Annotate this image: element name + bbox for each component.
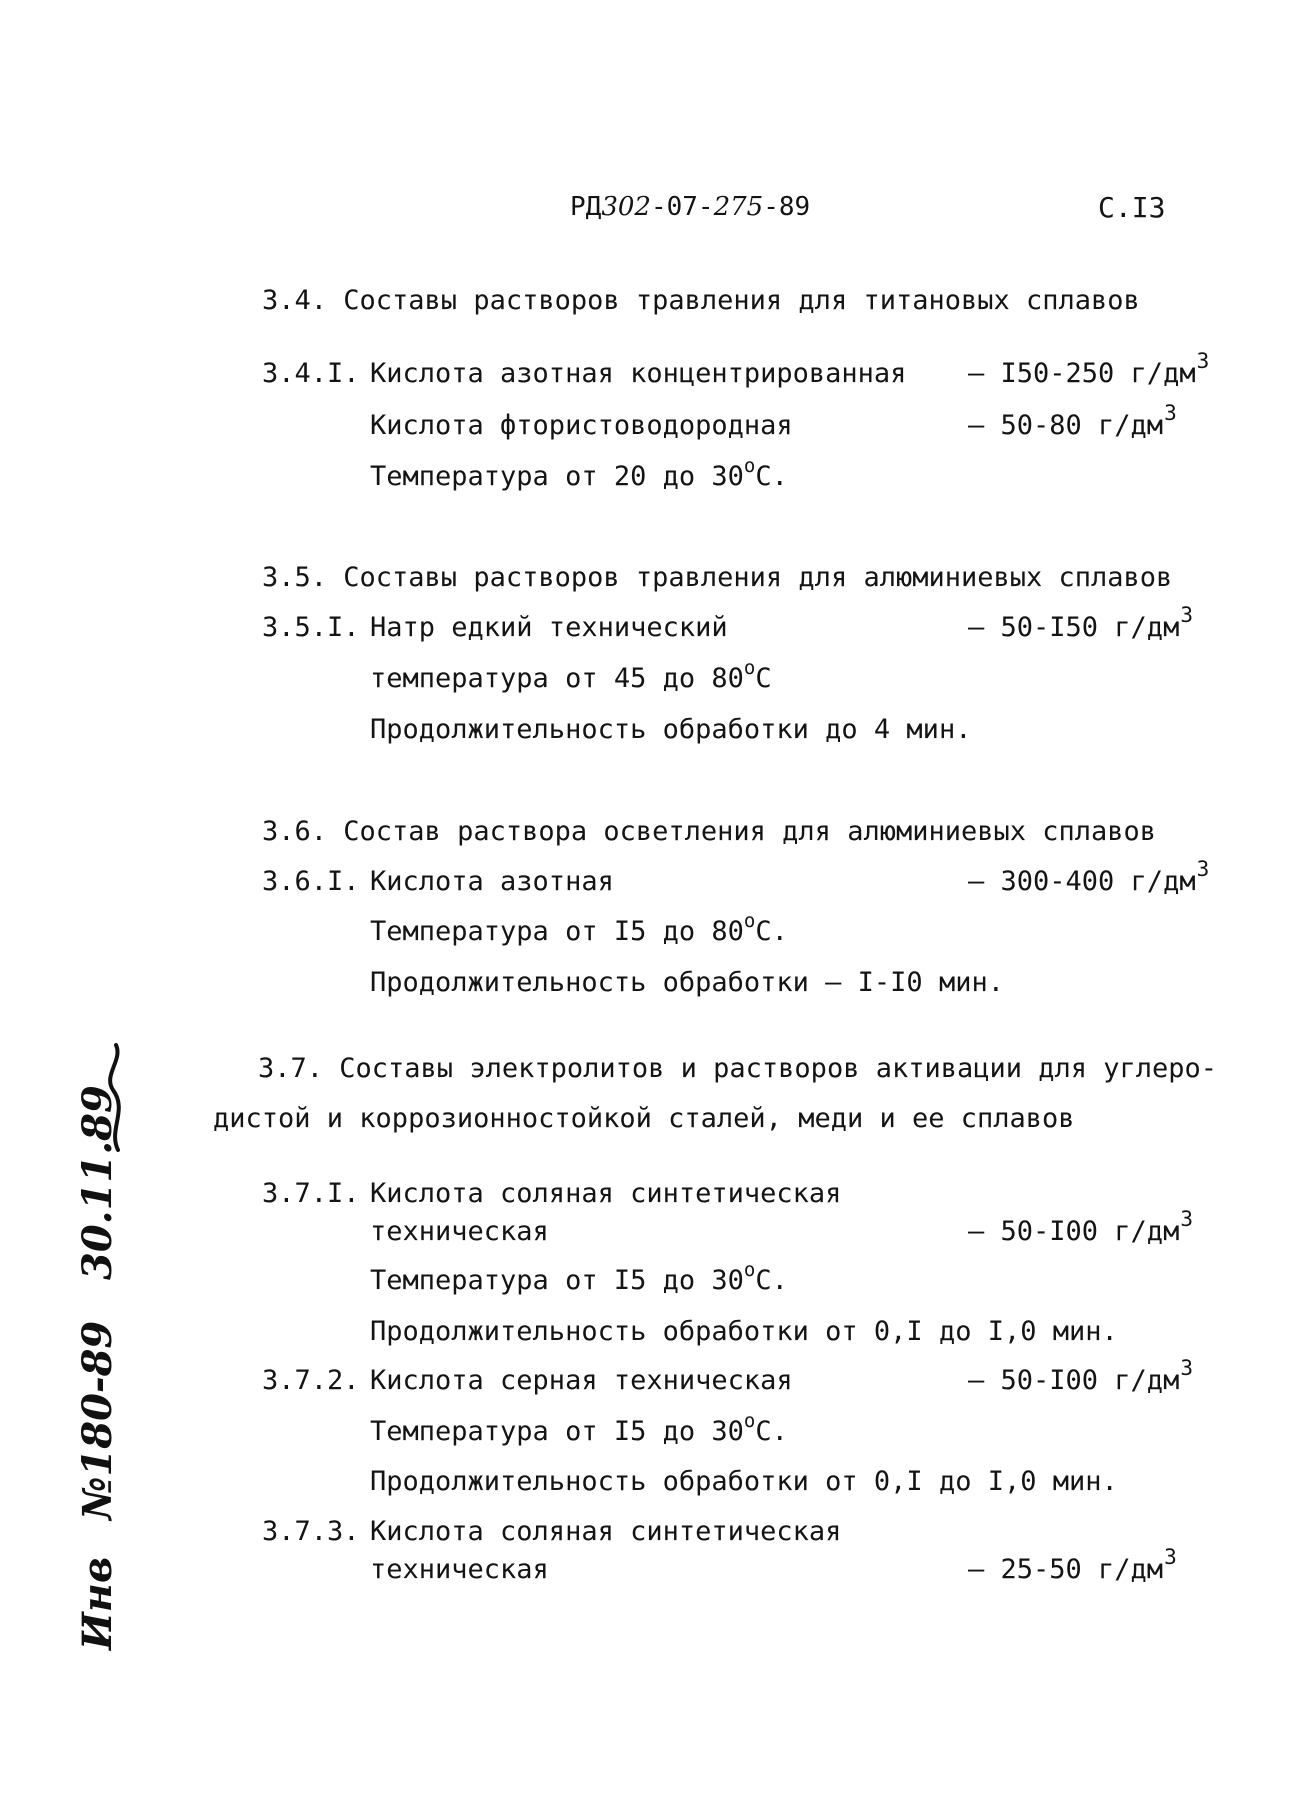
section-3-7-heading-line-2: дистой и коррозионностойкой сталей, меди и ее сплавов	[213, 1103, 1075, 1134]
item-3-7-1-number: 3.7.I.	[262, 1178, 360, 1209]
margin-inv-number: №180-89	[74, 1320, 121, 1520]
degree-sign: o	[743, 455, 756, 477]
item-3-4-1-number: 3.4.I.	[262, 358, 360, 389]
cubic-superscript: 3	[1196, 857, 1210, 881]
item-3-4-1-temperature: Температура от 20 до 30$^o$С.	[370, 455, 788, 492]
item-3-7-2-duration: Продолжительность обработки от 0,I до I,0 мин.	[370, 1466, 1118, 1497]
section-3-6-heading: 3.6. Состав раствора осветления для алюминиевых сплавов	[262, 816, 1157, 847]
cubic-superscript: 3	[1180, 1356, 1193, 1380]
item-3-4-1-name-2: Кислота фтористоводородная	[370, 410, 793, 441]
item-3-4-1-name: Кислота азотная концентрированная	[370, 358, 907, 389]
cubic-superscript: 3	[1180, 603, 1193, 627]
item-3-7-3-number: 3.7.3.	[262, 1516, 360, 1547]
item-3-6-1-name: Кислота азотная	[370, 866, 614, 897]
item-3-7-2-temperature: Температура от I5 до 30$^o$С.	[370, 1410, 788, 1447]
cubic-superscript: 3	[1180, 1207, 1193, 1231]
item-3-5-1-number: 3.5.I.	[262, 612, 360, 643]
section-3-4-heading: 3.4. Составы растворов травления для титановых сплавов	[262, 285, 1140, 316]
item-3-7-1-duration: Продолжительность обработки от 0,I до I,0 мин.	[370, 1316, 1118, 1347]
item-3-7-3-value: – 25-50 $г/дм^3$	[968, 1545, 1177, 1585]
item-3-5-1-temperature: температура от 45 до 80$^o$С	[370, 657, 772, 694]
item-3-7-3-name-line-1: Кислота соляная синтетическая	[370, 1516, 842, 1547]
cubic-superscript: 3	[1196, 349, 1210, 373]
item-3-4-1-value-2: – 50-80 $г/дм^3$	[968, 401, 1177, 441]
item-3-6-1-duration: Продолжительность обработки – I-I0 мин.	[370, 967, 1004, 998]
item-3-5-1-value: – 50-I50 $г/дм^3$	[968, 603, 1193, 643]
section-3-5-heading: 3.5. Составы растворов травления для алюминиевых сплавов	[262, 562, 1173, 593]
degree-sign: o	[743, 657, 756, 679]
margin-inv-label: Инв	[74, 1556, 121, 1650]
item-3-7-2-value: – 50-I00 $г/дм^3$	[968, 1356, 1193, 1396]
item-3-6-1-number: 3.6.I.	[262, 866, 360, 897]
doc-id-handwritten-2: 275	[713, 192, 764, 222]
doc-id-handwritten-1: 302	[601, 192, 651, 222]
document-id	[570, 194, 810, 220]
doc-id-prefix: РД	[570, 192, 602, 222]
cubic-superscript: 3	[1164, 1545, 1177, 1569]
margin-signature-stroke	[88, 1040, 138, 1160]
degree-sign: o	[743, 1259, 756, 1281]
item-3-7-1-name-line-2: техническая	[370, 1216, 549, 1247]
item-3-7-1-temperature: Температура от I5 до 30$^o$С.	[370, 1259, 788, 1296]
item-3-6-1-temperature: Температура от I5 до 80$^o$С.	[370, 910, 788, 947]
section-3-7-heading-line-1: 3.7. Составы электролитов и растворов активации для углеро-	[258, 1053, 1218, 1084]
item-3-7-1-name-line-1: Кислота соляная синтетическая	[370, 1178, 842, 1209]
degree-sign: o	[743, 1410, 756, 1432]
item-3-4-1-value: – I50-250 $г/дм^3$	[968, 349, 1210, 389]
cubic-superscript: 3	[1164, 401, 1177, 425]
item-3-5-1-duration: Продолжительность обработки до 4 мин.	[370, 714, 972, 745]
item-3-7-3-name-line-2: техническая	[370, 1554, 549, 1585]
page-number: С.I3	[1098, 191, 1166, 224]
degree-sign: o	[743, 910, 756, 932]
item-3-7-1-value: – 50-I00 $г/дм^3$	[968, 1207, 1193, 1247]
item-3-6-1-value: – 300-400 $г/дм^3$	[968, 857, 1210, 897]
margin-date: 30.11.89	[74, 1085, 121, 1280]
item-3-5-1-name: Натр едкий технический	[370, 612, 728, 643]
doc-id-mid: -07-	[650, 192, 714, 222]
doc-id-suffix: -89	[763, 192, 811, 222]
item-3-7-2-number: 3.7.2.	[262, 1365, 360, 1396]
item-3-7-2-name: Кислота серная техническая	[370, 1365, 793, 1396]
